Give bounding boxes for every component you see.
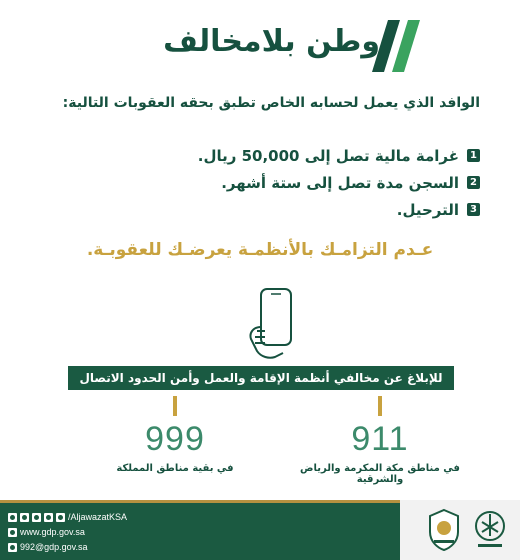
instagram-icon[interactable] bbox=[8, 513, 17, 522]
hotline-number[interactable]: 999 bbox=[145, 420, 205, 458]
hotline-911[interactable] bbox=[290, 396, 470, 485]
email-icon bbox=[8, 543, 17, 552]
connector-line bbox=[173, 396, 177, 416]
warning-text: عـدم التزامـك بالأنظمـة يعرضـك للعقوبـة. bbox=[86, 240, 434, 260]
social-row bbox=[8, 512, 127, 522]
number-badge: 3 bbox=[467, 203, 480, 216]
brand-slashes-icon bbox=[370, 20, 430, 72]
penalty-text: الترحيل. bbox=[396, 200, 459, 219]
email-row bbox=[8, 542, 88, 552]
penalty-text: غرامة مالية تصل إلى 50,000 ريال. bbox=[197, 146, 459, 165]
page-title: وطن بلامخالف bbox=[163, 24, 380, 59]
twitter-icon[interactable] bbox=[44, 513, 53, 522]
penalty-item bbox=[20, 196, 480, 223]
youtube-icon[interactable] bbox=[20, 513, 29, 522]
website-row bbox=[8, 527, 85, 537]
number-badge: 2 bbox=[467, 176, 480, 189]
phone-hand-icon bbox=[235, 287, 305, 362]
hotline-999[interactable] bbox=[110, 396, 240, 474]
footer bbox=[0, 500, 520, 560]
hotline-region: في بقية مناطق المملكة bbox=[116, 463, 234, 474]
website-link[interactable]: www.gdp.gov.sa bbox=[20, 527, 85, 537]
intro-text: الوافد الذي يعمل لحسابه الخاص تطبق بحقه العقوبات التالية: bbox=[62, 95, 480, 111]
facebook-icon[interactable] bbox=[32, 513, 41, 522]
penalty-text: السجن مدة تصل إلى ستة أشهر. bbox=[221, 173, 459, 192]
penalty-item bbox=[20, 142, 480, 169]
passports-emblem-icon bbox=[422, 506, 466, 554]
hotline-region: في مناطق مكة المكرمة والرياض والشرقية bbox=[300, 463, 460, 485]
penalty-item bbox=[20, 169, 480, 196]
header bbox=[0, 18, 520, 76]
penalties-list bbox=[20, 142, 480, 223]
globe-icon bbox=[8, 528, 17, 537]
snapchat-icon[interactable] bbox=[56, 513, 65, 522]
ministry-emblem-icon bbox=[468, 506, 512, 554]
number-badge: 1 bbox=[467, 149, 480, 162]
hotline-number[interactable]: 911 bbox=[351, 420, 409, 458]
footer-accent-line bbox=[0, 500, 400, 503]
email-link[interactable]: 992@gdp.gov.sa bbox=[20, 542, 88, 552]
report-banner: للإبلاغ عن مخالفي أنظمة الإقامة والعمل وأمن الحدود الاتصال بالرقمين: bbox=[68, 366, 454, 390]
social-handle[interactable]: /AljawazatKSA bbox=[68, 512, 128, 522]
connector-line bbox=[378, 396, 382, 416]
